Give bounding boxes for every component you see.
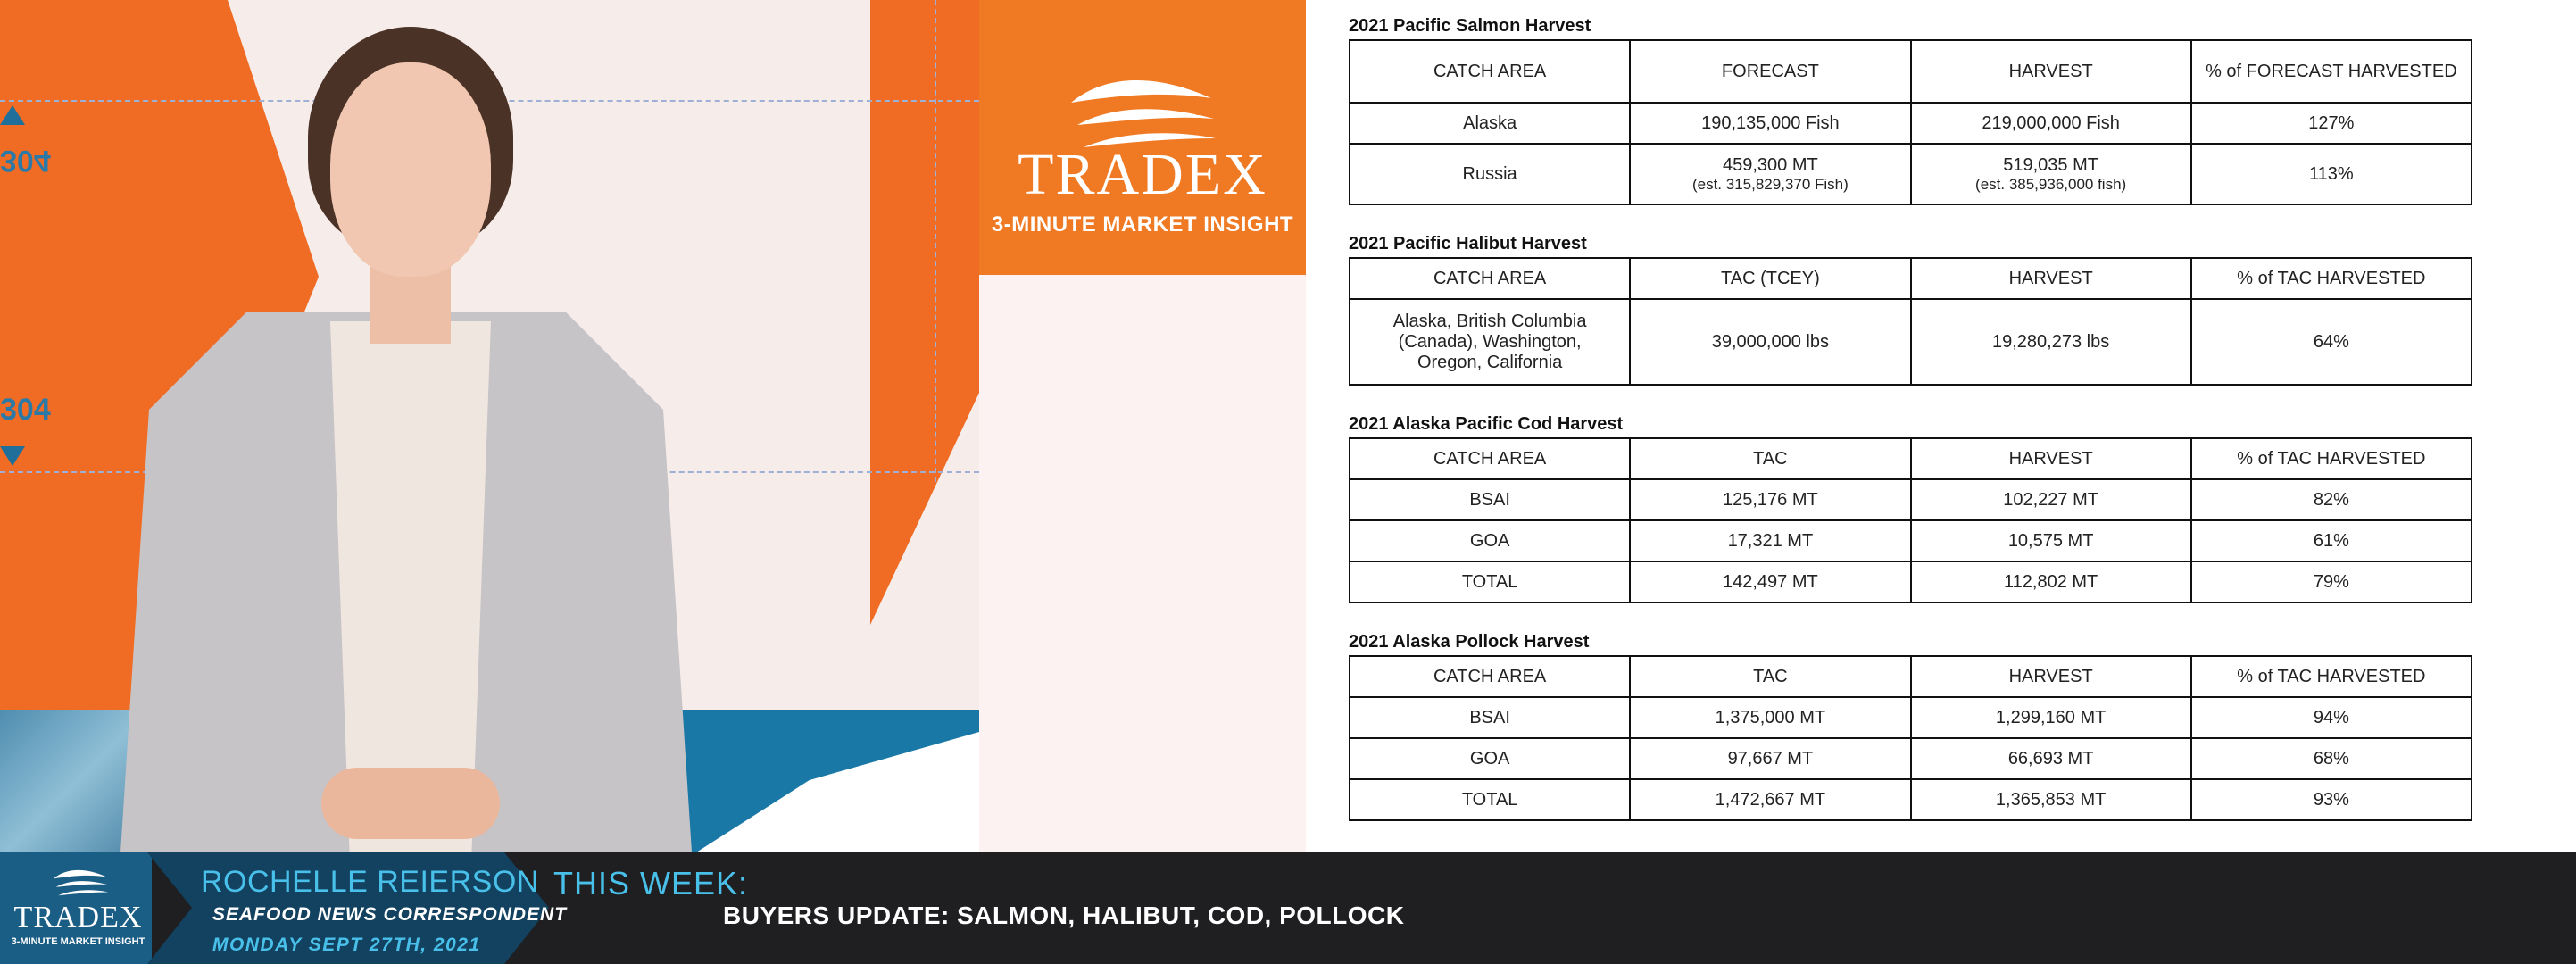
column-header: HARVEST (1911, 40, 2191, 103)
harvest-tables (1349, 12, 2473, 821)
column-header: HARVEST (1911, 258, 2191, 299)
column-header: CATCH AREA (1350, 40, 1630, 103)
table-cell: BSAI (1350, 479, 1630, 520)
column-header: % of TAC HARVESTED (2191, 656, 2472, 697)
table-cell: 66,693 MT (1911, 738, 2191, 779)
table-cell: 64% (2191, 299, 2472, 385)
table-cell: 190,135,000 Fish (1630, 103, 1910, 144)
table-cell (1630, 144, 1910, 204)
table-row (1350, 561, 2472, 602)
table-title: 2021 Pacific Halibut Harvest (1349, 234, 1587, 253)
dashed-guide-line (935, 0, 936, 482)
salmon-table-section (1349, 12, 2473, 205)
table-cell: 219,000,000 Fish (1911, 103, 2191, 144)
cell-note: (est. 315,829,370 Fish) (1691, 175, 1849, 193)
logo-subtitle: 3-MINUTE MARKET INSIGHT (991, 212, 1294, 237)
table-row (1350, 144, 2472, 204)
cell-value: 459,300 MT (1723, 154, 1818, 175)
column-header: % of TAC HARVESTED (2191, 258, 2472, 299)
presenter-name: ROCHELLE REIERSON (201, 865, 539, 899)
table-cell: 94% (2191, 697, 2472, 738)
triangle-up-icon (0, 105, 25, 125)
table-header-row (1350, 438, 2472, 479)
table-row (1350, 103, 2472, 144)
cell-value: 519,035 MT (2003, 154, 2098, 175)
presenter (107, 27, 687, 852)
column-header: % of TAC HARVESTED (2191, 438, 2472, 479)
table-header-row (1350, 258, 2472, 299)
table-cell: Russia (1350, 144, 1630, 204)
table-cell: GOA (1350, 520, 1630, 561)
column-header: CATCH AREA (1350, 258, 1630, 299)
column-header: CATCH AREA (1350, 438, 1630, 479)
halibut-table-section (1349, 230, 2473, 386)
headline-text: BUYERS UPDATE: SALMON, HALIBUT, COD, POLLOCK (723, 902, 1405, 929)
table-cell: 142,497 MT (1630, 561, 1910, 602)
tradex-logo (979, 0, 1306, 275)
logo-subtitle: 3-MINUTE MARKET INSIGHT (11, 936, 145, 947)
column-header: CATCH AREA (1350, 656, 1630, 697)
table-cell: 113% (2191, 144, 2472, 204)
table-cell: 61% (2191, 520, 2472, 561)
logo-wordmark: TRADEX (1018, 142, 1267, 207)
gauge-label-top: 304 (0, 144, 51, 178)
table-cell: 127% (2191, 103, 2472, 144)
table-cell: 68% (2191, 738, 2472, 779)
table-title: 2021 Pacific Salmon Harvest (1349, 16, 1591, 36)
presenter-title: SEAFOOD NEWS CORRESPONDENT (212, 904, 568, 925)
table-row (1350, 520, 2472, 561)
logo-wordmark: TRADEX (13, 901, 143, 934)
halibut-harvest-table (1349, 257, 2472, 386)
column-header: TAC (TCEY) (1630, 258, 1910, 299)
table-header-row (1350, 40, 2472, 103)
salmon-harvest-table (1349, 39, 2472, 205)
table-cell: 39,000,000 lbs (1630, 299, 1910, 385)
this-week-label: THIS WEEK: (553, 865, 749, 902)
column-header: FORECAST (1630, 40, 1910, 103)
table-row (1350, 299, 2472, 385)
lower-third-logo (0, 852, 152, 964)
cell-note: (est. 385,936,000 fish) (1975, 175, 2127, 193)
table-cell: 17,321 MT (1630, 520, 1910, 561)
presenter-face (330, 62, 491, 277)
table-row (1350, 697, 2472, 738)
table-cell: 1,375,000 MT (1630, 697, 1910, 738)
gauge-label-bottom: 304 (0, 393, 51, 427)
table-cell: 102,227 MT (1911, 479, 2191, 520)
pollock-table-section (1349, 628, 2473, 821)
table-title: 2021 Alaska Pacific Cod Harvest (1349, 414, 1624, 434)
column-header: TAC (1630, 438, 1910, 479)
table-cell: GOA (1350, 738, 1630, 779)
cod-table-section (1349, 411, 2473, 603)
table-cell: 1,365,853 MT (1911, 779, 2191, 820)
column-header: % of FORECAST HARVESTED (2191, 40, 2472, 103)
table-row (1350, 479, 2472, 520)
table-cell: 19,280,273 lbs (1911, 299, 2191, 385)
table-header-row (1350, 656, 2472, 697)
triangle-down-icon (0, 446, 25, 466)
broadcast-date: MONDAY SEPT 27TH, 2021 (212, 935, 481, 955)
table-cell: 93% (2191, 779, 2472, 820)
table-cell: TOTAL (1350, 779, 1630, 820)
table-title: 2021 Alaska Pollock Harvest (1349, 632, 1590, 652)
column-header: HARVEST (1911, 438, 2191, 479)
table-cell: 82% (2191, 479, 2472, 520)
table-cell: Alaska, British Columbia (Canada), Washington, Oregon, California (1350, 299, 1630, 385)
presenter-hands (321, 768, 500, 839)
table-row (1350, 738, 2472, 779)
table-cell: 97,667 MT (1630, 738, 1910, 779)
background-panel (979, 275, 1306, 852)
table-cell: Alaska (1350, 103, 1630, 144)
pollock-harvest-table (1349, 655, 2472, 821)
table-cell: 125,176 MT (1630, 479, 1910, 520)
table-cell: TOTAL (1350, 561, 1630, 602)
column-header: HARVEST (1911, 656, 2191, 697)
fish-logo-icon (49, 868, 112, 899)
table-cell: 1,472,667 MT (1630, 779, 1910, 820)
cod-harvest-table (1349, 437, 2472, 603)
presenter-video (0, 0, 979, 852)
lower-third-banner (0, 852, 2576, 964)
table-cell: 1,299,160 MT (1911, 697, 2191, 738)
table-cell: 79% (2191, 561, 2472, 602)
table-cell: 112,802 MT (1911, 561, 2191, 602)
table-cell (1911, 144, 2191, 204)
table-cell: 10,575 MT (1911, 520, 2191, 561)
column-header: TAC (1630, 656, 1910, 697)
table-row (1350, 779, 2472, 820)
orange-background-shape-right (870, 0, 979, 625)
table-cell: BSAI (1350, 697, 1630, 738)
